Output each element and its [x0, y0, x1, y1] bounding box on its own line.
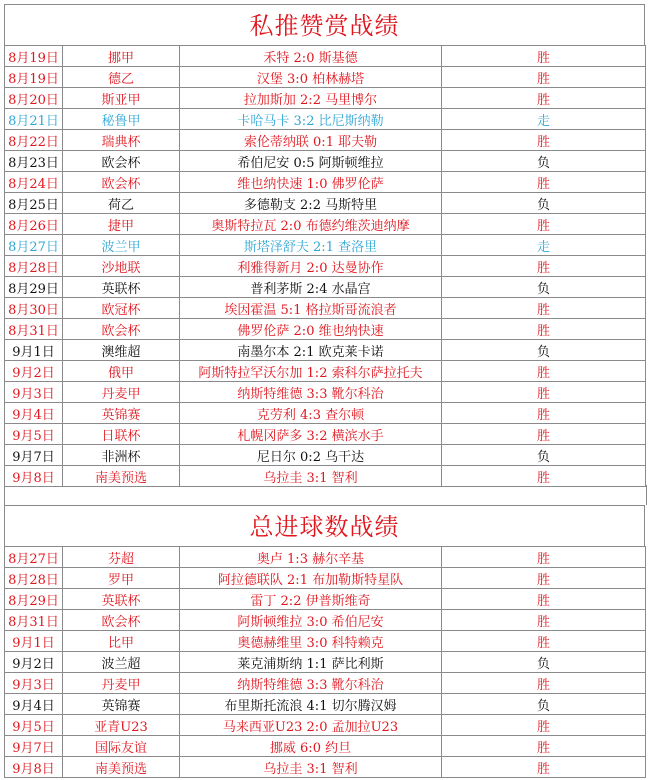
date-cell: 9月7日	[5, 445, 63, 466]
result-cell: 胜	[442, 403, 646, 424]
result-cell: 胜	[442, 172, 646, 193]
table-row	[5, 736, 646, 757]
result-cell: 负	[442, 193, 646, 214]
table-row	[5, 652, 646, 673]
table-row	[5, 193, 646, 214]
date-cell: 8月19日	[5, 46, 63, 67]
total-goals-section	[4, 505, 645, 778]
match-cell: 卡哈马卡 3:2 比尼斯纳勒	[180, 109, 442, 130]
result-cell: 胜	[442, 736, 646, 757]
result-cell: 胜	[442, 256, 646, 277]
match-cell: 索伦蒂纳联 0:1 耶夫勒	[180, 130, 442, 151]
league-cell: 欧冠杯	[63, 298, 180, 319]
table-row	[5, 256, 646, 277]
table-row	[5, 757, 646, 778]
results-table-body	[5, 46, 646, 487]
result-cell: 负	[442, 277, 646, 298]
match-cell: 马来西亚U23 2:0 孟加拉U23	[180, 715, 442, 736]
match-cell: 利雅得新月 2:0 达曼协作	[180, 256, 442, 277]
table-row	[5, 445, 646, 466]
result-cell: 负	[442, 445, 646, 466]
result-cell: 胜	[442, 589, 646, 610]
date-cell: 8月27日	[5, 547, 63, 568]
section-divider	[4, 485, 647, 505]
table-row	[5, 130, 646, 151]
date-cell: 8月23日	[5, 151, 63, 172]
table-row	[5, 172, 646, 193]
league-cell: 南美预选	[63, 466, 180, 487]
league-cell: 英联杯	[63, 589, 180, 610]
match-cell: 挪威 6:0 约旦	[180, 736, 442, 757]
match-cell: 汉堡 3:0 柏林赫塔	[180, 67, 442, 88]
result-cell: 胜	[442, 382, 646, 403]
result-cell: 走	[442, 235, 646, 256]
result-cell: 胜	[442, 673, 646, 694]
result-cell: 胜	[442, 319, 646, 340]
league-cell: 俄甲	[63, 361, 180, 382]
result-cell: 胜	[442, 631, 646, 652]
league-cell: 澳维超	[63, 340, 180, 361]
date-cell: 8月24日	[5, 172, 63, 193]
match-cell: 乌拉圭 3:1 智利	[180, 757, 442, 778]
result-cell: 胜	[442, 214, 646, 235]
date-cell: 9月5日	[5, 715, 63, 736]
league-cell: 沙地联	[63, 256, 180, 277]
league-cell: 荷乙	[63, 193, 180, 214]
league-cell: 丹麦甲	[63, 382, 180, 403]
table-row	[5, 403, 646, 424]
result-cell: 胜	[442, 88, 646, 109]
match-cell: 南墨尔本 2:1 欧克莱卡诺	[180, 340, 442, 361]
result-cell: 胜	[442, 46, 646, 67]
table-row	[5, 235, 646, 256]
date-cell: 8月27日	[5, 235, 63, 256]
table-row	[5, 88, 646, 109]
date-cell: 8月31日	[5, 610, 63, 631]
match-cell: 奥卢 1:3 赫尔辛基	[180, 547, 442, 568]
date-cell: 8月28日	[5, 568, 63, 589]
result-cell: 胜	[442, 610, 646, 631]
match-cell: 阿拉德联队 2:1 布加勒斯特星队	[180, 568, 442, 589]
table-row	[5, 631, 646, 652]
league-cell: 日联杯	[63, 424, 180, 445]
date-cell: 9月3日	[5, 673, 63, 694]
date-cell: 9月2日	[5, 652, 63, 673]
match-cell: 纳斯特维德 3:3 靴尔科治	[180, 382, 442, 403]
match-cell: 阿斯特拉罕沃尔加 1:2 索科尔萨拉托夫	[180, 361, 442, 382]
league-cell: 捷甲	[63, 214, 180, 235]
date-cell: 8月30日	[5, 298, 63, 319]
table-row	[5, 361, 646, 382]
league-cell: 罗甲	[63, 568, 180, 589]
table-row	[5, 568, 646, 589]
league-cell: 波兰甲	[63, 235, 180, 256]
section-title: 私推赞赏战绩	[4, 4, 645, 45]
table-row	[5, 319, 646, 340]
table-row	[5, 46, 646, 67]
result-cell: 负	[442, 652, 646, 673]
table-row	[5, 424, 646, 445]
table-row	[5, 382, 646, 403]
table-row	[5, 151, 646, 172]
league-cell: 丹麦甲	[63, 673, 180, 694]
match-cell: 希伯尼安 0:5 阿斯顿维拉	[180, 151, 442, 172]
match-cell: 斯塔泽舒夫 2:1 查洛里	[180, 235, 442, 256]
result-cell: 负	[442, 694, 646, 715]
date-cell: 9月2日	[5, 361, 63, 382]
table-row	[5, 109, 646, 130]
table-row	[5, 466, 646, 487]
match-cell: 多德勒支 2:2 马斯特里	[180, 193, 442, 214]
date-cell: 8月28日	[5, 256, 63, 277]
date-cell: 8月20日	[5, 88, 63, 109]
date-cell: 8月22日	[5, 130, 63, 151]
match-cell: 雷丁 2:2 伊普斯维奇	[180, 589, 442, 610]
league-cell: 亚青U23	[63, 715, 180, 736]
match-cell: 拉加斯加 2:2 马里博尔	[180, 88, 442, 109]
table-row	[5, 277, 646, 298]
date-cell: 9月4日	[5, 403, 63, 424]
match-cell: 奥斯特拉瓦 2:0 布德约维茨迪纳摩	[180, 214, 442, 235]
league-cell: 非洲杯	[63, 445, 180, 466]
league-cell: 英锦赛	[63, 694, 180, 715]
date-cell: 9月4日	[5, 694, 63, 715]
date-cell: 9月8日	[5, 466, 63, 487]
league-cell: 国际友谊	[63, 736, 180, 757]
result-cell: 胜	[442, 466, 646, 487]
match-cell: 乌拉圭 3:1 智利	[180, 466, 442, 487]
result-cell: 胜	[442, 361, 646, 382]
result-cell: 胜	[442, 130, 646, 151]
league-cell: 南美预选	[63, 757, 180, 778]
match-cell: 克劳利 4:3 查尔顿	[180, 403, 442, 424]
date-cell: 9月7日	[5, 736, 63, 757]
table-row	[5, 694, 646, 715]
match-cell: 札幌冈萨多 3:2 横滨水手	[180, 424, 442, 445]
date-cell: 9月3日	[5, 382, 63, 403]
table-row	[5, 214, 646, 235]
section-title: 总进球数战绩	[4, 505, 645, 546]
result-cell: 负	[442, 340, 646, 361]
league-cell: 欧会杯	[63, 610, 180, 631]
date-cell: 8月29日	[5, 277, 63, 298]
date-cell: 8月25日	[5, 193, 63, 214]
match-cell: 埃因霍温 5:1 格拉斯哥流浪者	[180, 298, 442, 319]
table-row	[5, 715, 646, 736]
league-cell: 挪甲	[63, 46, 180, 67]
result-cell: 胜	[442, 298, 646, 319]
league-cell: 欧会杯	[63, 151, 180, 172]
result-cell: 走	[442, 109, 646, 130]
league-cell: 英锦赛	[63, 403, 180, 424]
match-cell: 普利茅斯 2:4 水晶宫	[180, 277, 442, 298]
table-row	[5, 589, 646, 610]
private-picks-section	[4, 4, 645, 487]
match-cell: 奥德赫维里 3:0 科特赖克	[180, 631, 442, 652]
table-row	[5, 610, 646, 631]
match-cell: 布里斯托流浪 4:1 切尔腾汉姆	[180, 694, 442, 715]
match-cell: 纳斯特维德 3:3 靴尔科治	[180, 673, 442, 694]
league-cell: 芬超	[63, 547, 180, 568]
date-cell: 9月8日	[5, 757, 63, 778]
match-cell: 维也纳快速 1:0 佛罗伦萨	[180, 172, 442, 193]
date-cell: 9月1日	[5, 631, 63, 652]
match-cell: 尼日尔 0:2 乌干达	[180, 445, 442, 466]
result-cell: 胜	[442, 67, 646, 88]
league-cell: 英联杯	[63, 277, 180, 298]
result-cell: 胜	[442, 568, 646, 589]
match-cell: 禾特 2:0 斯基德	[180, 46, 442, 67]
date-cell: 8月29日	[5, 589, 63, 610]
date-cell: 8月31日	[5, 319, 63, 340]
table-row	[5, 340, 646, 361]
result-cell: 胜	[442, 757, 646, 778]
match-cell: 阿斯顿维拉 3:0 希伯尼安	[180, 610, 442, 631]
date-cell: 8月21日	[5, 109, 63, 130]
table-row	[5, 673, 646, 694]
league-cell: 瑞典杯	[63, 130, 180, 151]
league-cell: 波兰超	[63, 652, 180, 673]
league-cell: 欧会杯	[63, 172, 180, 193]
results-table-body	[5, 547, 646, 778]
result-cell: 负	[442, 151, 646, 172]
league-cell: 秘鲁甲	[63, 109, 180, 130]
result-cell: 胜	[442, 424, 646, 445]
table-row	[5, 547, 646, 568]
match-cell: 莱克浦斯纳 1:1 萨比利斯	[180, 652, 442, 673]
result-cell: 胜	[442, 715, 646, 736]
result-cell: 胜	[442, 547, 646, 568]
date-cell: 8月19日	[5, 67, 63, 88]
league-cell: 比甲	[63, 631, 180, 652]
private-picks-table	[4, 45, 646, 487]
date-cell: 8月26日	[5, 214, 63, 235]
date-cell: 9月5日	[5, 424, 63, 445]
match-cell: 佛罗伦萨 2:0 维也纳快速	[180, 319, 442, 340]
total-goals-table	[4, 546, 646, 778]
league-cell: 欧会杯	[63, 319, 180, 340]
date-cell: 9月1日	[5, 340, 63, 361]
table-row	[5, 67, 646, 88]
league-cell: 斯亚甲	[63, 88, 180, 109]
table-row	[5, 298, 646, 319]
league-cell: 德乙	[63, 67, 180, 88]
